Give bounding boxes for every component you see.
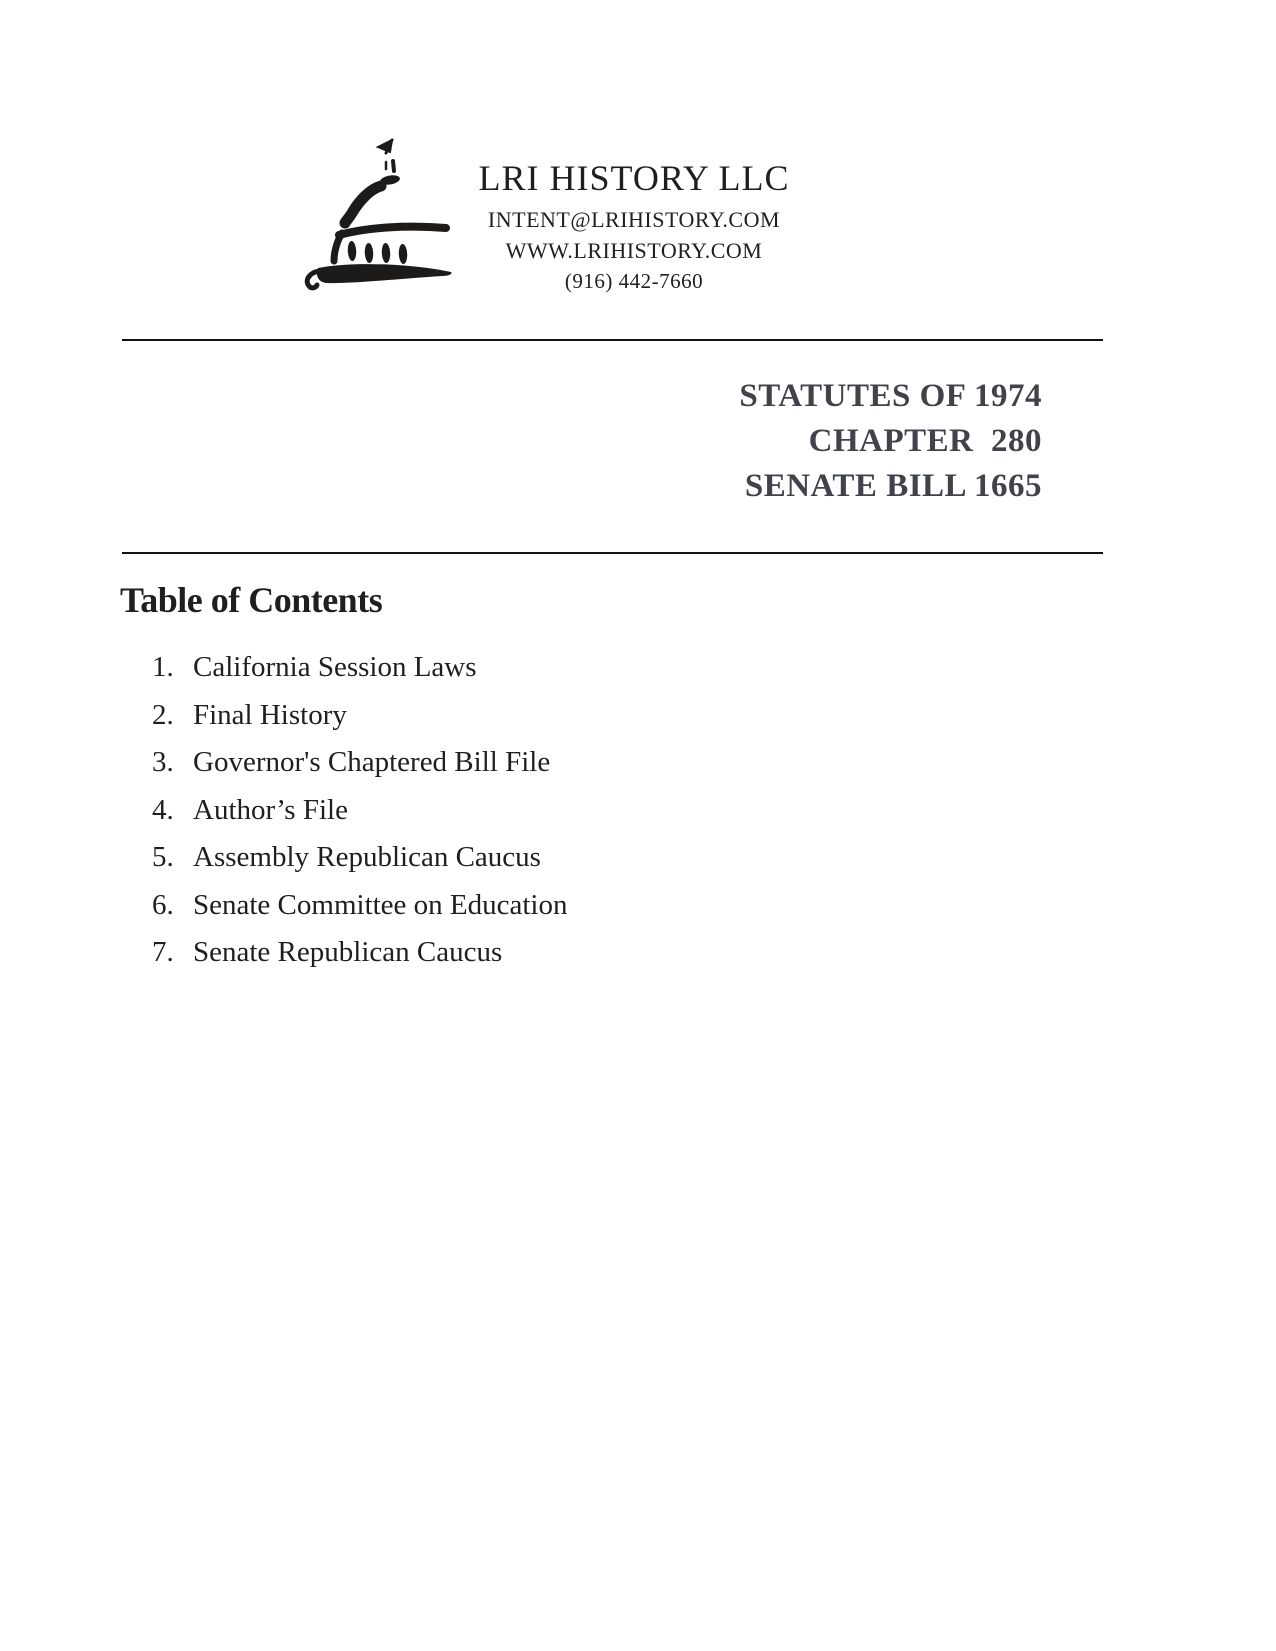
- toc-item-number: 6.: [152, 888, 174, 921]
- toc-item-number: 4.: [152, 793, 174, 826]
- toc-item-number: 7.: [152, 936, 174, 968]
- toc-item-label: Senate Committee on Education: [193, 888, 568, 921]
- email-address: INTENT@LRIHISTORY.COM: [487, 207, 781, 232]
- toc-item: [152, 882, 568, 930]
- toc-item: [152, 929, 568, 977]
- toc-item: [152, 644, 568, 692]
- divider-bottom: [122, 552, 1103, 554]
- toc-title: Table of Contents: [120, 580, 383, 620]
- toc-item-label: Author’s File: [193, 793, 348, 826]
- senate-bill-line: SENATE BILL 1665: [744, 468, 1042, 504]
- toc-item-label: Assembly Republican Caucus: [193, 841, 541, 873]
- bill-reference-block: [739, 374, 1042, 509]
- toc-item: [152, 692, 568, 740]
- phone-number: (916) 442-7660: [564, 269, 704, 293]
- company-name: LRI HISTORY LLC: [478, 158, 790, 198]
- toc-item: [152, 834, 568, 882]
- contact-block: [468, 205, 800, 297]
- chapter-line: CHAPTER 280: [808, 423, 1042, 459]
- toc-item-label: California Session Laws: [193, 651, 477, 683]
- toc-item-number: 1.: [152, 651, 174, 683]
- toc-item-number: 2.: [152, 698, 174, 731]
- toc-item-number: 5.: [152, 841, 174, 873]
- capitol-dome-logo-icon: [293, 126, 458, 296]
- website-url: WWW.LRIHISTORY.COM: [505, 237, 763, 263]
- toc-item: [152, 787, 568, 835]
- statutes-line: STATUTES OF 1974: [739, 378, 1042, 414]
- toc-list: [152, 644, 568, 977]
- toc-item-number: 3.: [152, 746, 174, 778]
- toc-item-label: Governor's Chaptered Bill File: [193, 746, 551, 778]
- toc-item-label: Final History: [193, 698, 347, 731]
- toc-item: [152, 739, 568, 787]
- divider-top: [122, 339, 1103, 341]
- toc-item-label: Senate Republican Caucus: [193, 936, 503, 968]
